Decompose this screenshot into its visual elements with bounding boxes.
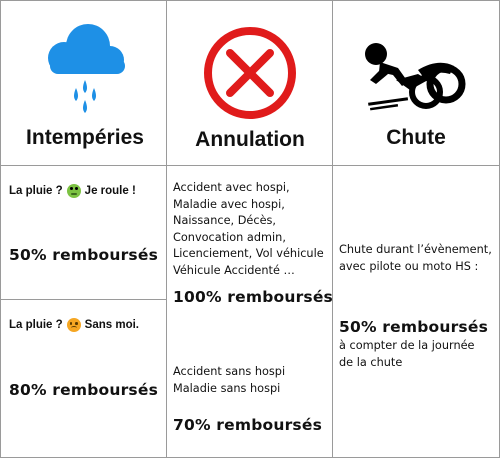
- rain-cloud-icon: [40, 20, 130, 115]
- cancel-case: Accident avec hospi,: [173, 181, 290, 194]
- column-divider: [332, 0, 333, 458]
- cancel-partial-cases: [173, 364, 285, 397]
- frog-emoji-icon: [67, 184, 81, 198]
- weather-option-2-refund: 80% remboursés: [9, 381, 158, 399]
- cancel-case: Maladie avec hospi,: [173, 197, 285, 211]
- cancel-case: Maladie sans hospi: [173, 381, 281, 395]
- weather-option-2-before: La pluie ?: [9, 319, 63, 331]
- frowning-face-emoji-icon: [67, 318, 81, 332]
- row-divider: [0, 299, 167, 300]
- column-title-fall: Chute: [386, 126, 446, 149]
- cancel-case: Véhicule Accidenté …: [173, 263, 295, 277]
- weather-option-1-refund: 50% remboursés: [9, 246, 158, 264]
- weather-option-2-text: [9, 318, 139, 332]
- motorcycle-fall-icon: [360, 40, 470, 112]
- fall-refund: 50% remboursés: [339, 318, 488, 336]
- fall-description-line: Chute durant l’évènement,: [339, 243, 492, 256]
- fall-note-line: de la chute: [339, 355, 403, 369]
- column-title-cancel: Annulation: [195, 128, 305, 151]
- weather-option-1-after: Je roule !: [84, 185, 136, 197]
- weather-option-1-before: La pluie ?: [9, 185, 63, 197]
- fall-note: [339, 338, 475, 371]
- header-divider: [0, 165, 500, 166]
- fall-note-line: à compter de la journée: [339, 339, 475, 352]
- fall-description-line: avec pilote ou moto HS :: [339, 259, 479, 273]
- cancel-partial-refund: 70% remboursés: [173, 416, 322, 434]
- cancel-case: Accident sans hospi: [173, 365, 286, 378]
- weather-option-1-text: [9, 184, 136, 198]
- weather-option-2-after: Sans moi.: [84, 319, 139, 331]
- cancel-case: Licenciement, Vol véhicule: [173, 247, 324, 260]
- cancel-full-cases: [173, 180, 324, 279]
- cancel-case: Naissance, Décès,: [173, 214, 276, 227]
- cancel-full-refund: 100% remboursés: [173, 288, 333, 306]
- cancel-case: Convocation admin,: [173, 230, 286, 244]
- column-divider: [166, 0, 167, 458]
- no-entry-icon: [202, 25, 298, 121]
- column-title-weather: Intempéries: [26, 126, 144, 149]
- fall-description: [339, 242, 492, 275]
